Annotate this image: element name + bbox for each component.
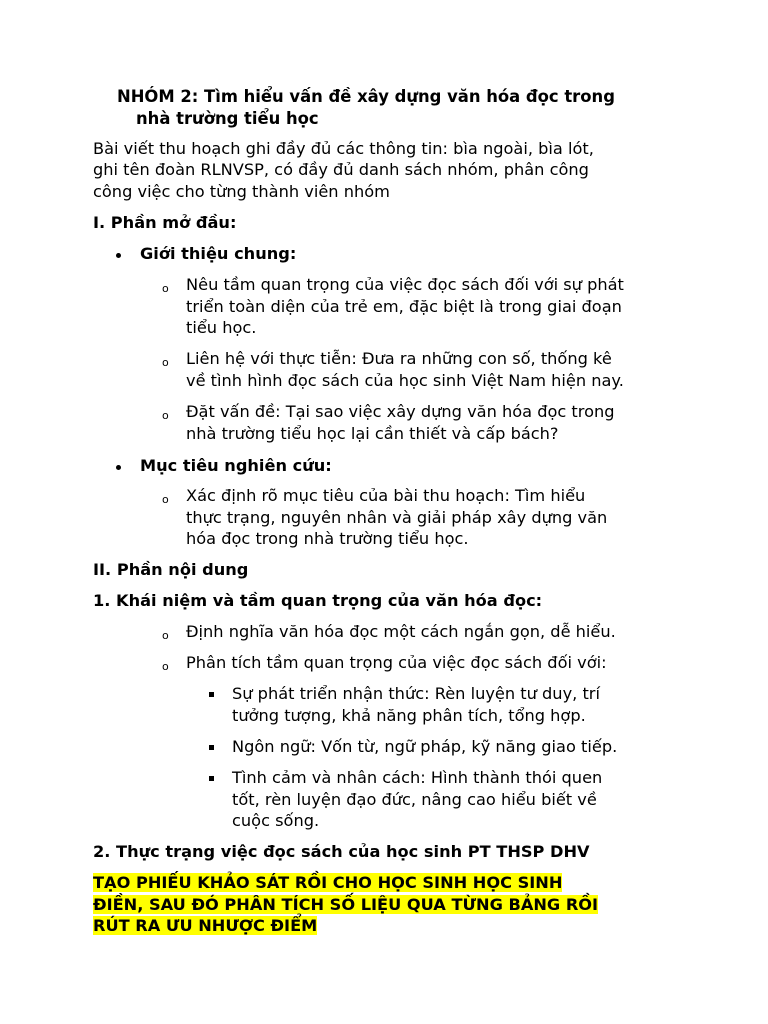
sublist-item-line: Sự phát triển nhận thức: Rèn luyện tư duy, trí — [232, 684, 600, 703]
highlight-text: ĐIỀN, SAU ĐÓ PHÂN TÍCH SỐ LIỆU QUA TỪNG BẢNG RỒI — [93, 895, 599, 914]
subsection-1-heading: 1. Khái niệm và tầm quan trọng của văn hóa đọc: — [93, 591, 543, 610]
highlight-line-1 — [93, 872, 562, 894]
section-1-heading: I. Phần mở đầu: — [93, 213, 237, 232]
intro-line-1: Bài viết thu hoạch ghi đầy đủ các thông tin: bìa ngoài, bìa lót, — [93, 139, 594, 158]
bullet-intro-label: Giới thiệu chung: — [140, 244, 297, 263]
sublist-item-line: Ngôn ngữ: Vốn từ, ngữ pháp, kỹ năng giao tiếp. — [232, 737, 618, 756]
list-item-line: thực trạng, nguyên nhân và giải pháp xây dựng văn — [186, 508, 608, 527]
bullet-goal-label: Mục tiêu nghiên cứu: — [140, 456, 332, 475]
circle-bullet-icon: o — [162, 629, 169, 642]
square-bullet-icon — [209, 692, 214, 697]
list-item-line: về tình hình đọc sách của học sinh Việt Nam hiện nay. — [186, 371, 624, 390]
document-title-line-1: NHÓM 2: Tìm hiểu vấn đề xây dựng văn hóa đọc trong — [117, 87, 615, 106]
list-item-line: Liên hệ với thực tiễn: Đưa ra những con số, thống kê — [186, 349, 612, 368]
highlight-line-3 — [93, 915, 317, 937]
highlight-text: RÚT RA ƯU NHƯỢC ĐIỂM — [93, 916, 318, 935]
intro-line-2: ghi tên đoàn RLNVSP, có đầy đủ danh sách nhóm, phân công — [93, 160, 589, 179]
square-bullet-icon — [209, 776, 214, 781]
circle-bullet-icon: o — [162, 282, 169, 295]
disc-bullet-icon — [116, 253, 121, 258]
disc-bullet-icon — [116, 465, 121, 470]
sublist-item-line: tốt, rèn luyện đạo đức, nâng cao hiểu biết về — [232, 790, 597, 809]
list-item-line: triển toàn diện của trẻ em, đặc biệt là trong giai đoạn — [186, 297, 622, 316]
section-2-heading: II. Phần nội dung — [93, 560, 249, 579]
list-item-line: tiểu học. — [186, 318, 257, 337]
list-item-line: Phân tích tầm quan trọng của việc đọc sách đối với: — [186, 653, 607, 672]
list-item-line: Nêu tầm quan trọng của việc đọc sách đối với sự phát — [186, 275, 624, 294]
list-item-line: Đặt vấn đề: Tại sao việc xây dựng văn hóa đọc trong — [186, 402, 615, 421]
sublist-item-line: tưởng tượng, khả năng phân tích, tổng hợp. — [232, 706, 586, 725]
document-title-line-2: nhà trường tiểu học — [136, 109, 319, 128]
list-item-line: Định nghĩa văn hóa đọc một cách ngắn gọn, dễ hiểu. — [186, 622, 616, 641]
list-item-line: hóa đọc trong nhà trường tiểu học. — [186, 529, 469, 548]
circle-bullet-icon: o — [162, 409, 169, 422]
sublist-item-line: Tình cảm và nhân cách: Hình thành thói quen — [232, 768, 603, 787]
circle-bullet-icon: o — [162, 493, 169, 506]
highlight-line-2 — [93, 894, 598, 916]
subsection-2-heading: 2. Thực trạng việc đọc sách của học sinh PT THSP DHV — [93, 842, 590, 861]
list-item-line: nhà trường tiểu học lại cần thiết và cấp bách? — [186, 424, 559, 443]
sublist-item-line: cuộc sống. — [232, 811, 320, 830]
circle-bullet-icon: o — [162, 660, 169, 673]
intro-line-3: công việc cho từng thành viên nhóm — [93, 182, 390, 201]
square-bullet-icon — [209, 745, 214, 750]
list-item-line: Xác định rõ mục tiêu của bài thu hoạch: Tìm hiểu — [186, 486, 586, 505]
circle-bullet-icon: o — [162, 356, 169, 369]
highlight-text: TẠO PHIẾU KHẢO SÁT RỒI CHO HỌC SINH HỌC SINH — [93, 873, 563, 892]
